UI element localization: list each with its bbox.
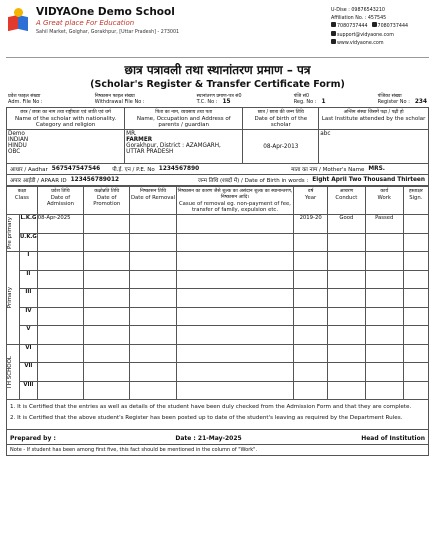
- acad-cell: Passed: [365, 215, 403, 234]
- acad-col-hi: वर्ष: [307, 189, 314, 194]
- acad-cell: [365, 326, 403, 345]
- acad-cell: [37, 363, 83, 382]
- apaar-label: अपार आईडी / APAAR ID: [10, 178, 67, 184]
- col-parent: Name, Occupation and Address of parents / guardian: [136, 116, 231, 128]
- acad-cell: [176, 344, 294, 363]
- col-last-inst-hi: अन्तिम संस्था जिसमें पढ़ा / पढ़ी हो: [343, 110, 404, 115]
- note-2: 2. It is Certified that the above student's Register has been posted up to date of the student's leaving as required by the Department Rules.: [10, 414, 403, 421]
- acad-row: [7, 326, 429, 345]
- acad-cell: VI: [20, 344, 38, 363]
- mother-name: MRS.: [368, 166, 385, 172]
- withdrawal-file-label-hi: निष्कासन फाइल संख्या: [94, 94, 135, 99]
- acad-cell: [84, 252, 130, 271]
- acad-cell: [403, 252, 428, 271]
- register-number: 234: [414, 99, 427, 105]
- acad-col-en: Sign.: [409, 195, 423, 201]
- acad-col-hi: कार्य: [380, 189, 389, 194]
- acad-cell: [84, 233, 130, 252]
- acad-row: [7, 252, 429, 271]
- class-group-label: I H SCHOOL: [7, 355, 13, 388]
- col-name: Name of the scholar with nationality. Category and religion: [15, 116, 117, 128]
- acad-cell: [365, 289, 403, 308]
- acad-cell: [294, 381, 328, 400]
- parent-address-1: Gorakhpur, District : AZAMGARH,: [126, 143, 221, 149]
- pen-label: पी.ई. एन / P.E. No: [112, 167, 155, 173]
- acad-row: [7, 363, 429, 382]
- acad-cell: [176, 307, 294, 326]
- acad-cell: [403, 233, 428, 252]
- class-group: [7, 252, 20, 345]
- acad-cell: [84, 270, 130, 289]
- last-institute: abc: [319, 130, 429, 164]
- acad-cell: [327, 344, 365, 363]
- acad-cell: [327, 252, 365, 271]
- globe-icon: [331, 39, 336, 44]
- head-of-institution: Head of Institution: [361, 435, 425, 442]
- col-name-hi: छात्र / छात्रा का नाम तथा राष्ट्रीयता एवं जाति एवं धर्म: [20, 110, 111, 115]
- affiliation-number: Affiliation No. : 457545: [331, 15, 387, 21]
- school-header: [6, 4, 429, 58]
- reg-label-hi: पंजि सं0: [293, 94, 310, 99]
- acad-cell: [403, 344, 428, 363]
- acad-col-en: Year: [305, 195, 317, 201]
- acad-cell: [130, 381, 176, 400]
- acad-cell: I: [20, 252, 38, 271]
- acad-col-6: [327, 187, 365, 215]
- school-address: Sahil Market, Golghar, Gorakhpur, [Uttar Pradesh] - 273001: [36, 30, 180, 35]
- acad-cell: [84, 289, 130, 308]
- dob-words: Eight April Two Thousand Thirteen: [312, 177, 425, 183]
- acad-cell: [365, 252, 403, 271]
- acad-cell: [294, 363, 328, 382]
- acad-cell: [130, 289, 176, 308]
- signature-row: [6, 430, 429, 445]
- acad-row: [7, 307, 429, 326]
- acad-cell: [84, 344, 130, 363]
- acad-cell: [403, 363, 428, 382]
- parent-address-2: UTTAR PRADESH: [126, 149, 174, 155]
- acad-col-4: [176, 187, 294, 215]
- acad-cell: [37, 252, 83, 271]
- acad-cell: [84, 326, 130, 345]
- acad-cell: [176, 215, 294, 234]
- acad-cell: [294, 252, 328, 271]
- col-dob-hi: छात्र / छात्रा की जन्म तिथि: [257, 110, 304, 115]
- acad-cell: [37, 307, 83, 326]
- acad-cell: [176, 289, 294, 308]
- acad-cell: [365, 363, 403, 382]
- website: www.vidyaone.com: [337, 41, 384, 46]
- acad-cell: [176, 326, 294, 345]
- acad-row: [7, 215, 429, 234]
- id-row-1: [6, 164, 429, 175]
- adm-file-label: Adm. File No :: [8, 99, 43, 105]
- acad-cell: [327, 326, 365, 345]
- class-group: [7, 344, 20, 400]
- acad-cell: [403, 289, 428, 308]
- pen-number: 1234567890: [158, 166, 200, 172]
- acad-col-2: [84, 187, 130, 215]
- student-info-table: [6, 107, 429, 164]
- class-group-label: Primary: [7, 287, 13, 309]
- id-row-2: [6, 175, 429, 186]
- email-icon: [331, 31, 336, 36]
- col-parent-hi: पिता का नाम, व्यवसाय तथा पता: [155, 110, 213, 115]
- acad-cell: [176, 363, 294, 382]
- parent-name: MR.: [126, 131, 137, 137]
- class-group-label: Pre primary: [7, 216, 13, 250]
- adm-file-label-hi: प्रवेश फाइल संख्या: [8, 94, 41, 99]
- acad-cell: [294, 344, 328, 363]
- acad-cell: [37, 270, 83, 289]
- phone-1: 7080737444: [337, 24, 368, 29]
- footer-note: Note - If student has been among first five, this fact should be mentioned in the column of "Work".: [6, 445, 429, 456]
- issue-date: Date : 21-May-2025: [175, 435, 242, 442]
- acad-cell: [176, 233, 294, 252]
- acad-col-7: [365, 187, 403, 215]
- tc-number: 15: [222, 99, 231, 105]
- academic-record-table: [6, 186, 429, 400]
- certification-notes: [6, 400, 429, 430]
- acad-col-hi: निष्कासन का कारण जैसे शुल्क का असंदान शुल्क का स्थानान्तरण, निष्कासन आदि।: [177, 189, 293, 200]
- tc-label-hi: स्थानांतरण प्रमाण-पत्र सं0: [196, 94, 242, 99]
- religion: HINDU: [8, 143, 27, 149]
- title-hindi: छात्र पत्रावली तथा स्थानांतरण प्रमाण – पत्र: [124, 63, 311, 77]
- acad-cell: [327, 381, 365, 400]
- file-info-strip: [6, 93, 429, 105]
- acad-cell: [37, 289, 83, 308]
- acad-col-en: Class: [14, 195, 29, 201]
- dob-words-label: जन्म तिथि (शब्दों में) / Date of Birth in words :: [197, 178, 309, 184]
- class-group: [7, 215, 20, 252]
- acad-cell: [327, 363, 365, 382]
- acad-cell: IV: [20, 307, 38, 326]
- acad-cell: [176, 270, 294, 289]
- acad-cell: [130, 215, 176, 234]
- acad-col-8: [403, 187, 428, 215]
- acad-cell: [130, 252, 176, 271]
- acad-cell: [365, 233, 403, 252]
- phone-icon: [372, 22, 377, 27]
- acad-cell: [37, 381, 83, 400]
- phone-icon: [331, 22, 336, 27]
- reg-label: Reg. No :: [293, 99, 317, 105]
- acad-col-hi: कक्षोन्नति तिथि: [94, 189, 120, 194]
- school-tagline: A Great place For Education: [36, 19, 135, 27]
- school-contact: [331, 4, 429, 48]
- acad-cell: [37, 326, 83, 345]
- acad-cell: [403, 270, 428, 289]
- acad-cell: [327, 307, 365, 326]
- acad-cell: [403, 307, 428, 326]
- note-1: 1. It is Certified that the entries as well as details of the student have been duly checked from the Admission Form and that they are complete.: [10, 404, 412, 410]
- acad-cell: [130, 363, 176, 382]
- acad-cell: V: [20, 326, 38, 345]
- acad-row: [7, 270, 429, 289]
- school-name: VIDYAOne Demo School: [36, 6, 175, 18]
- acad-cell: [37, 233, 83, 252]
- acad-cell: VII: [20, 363, 38, 382]
- mother-name-label: माता का नाम / Mother's Name: [291, 167, 365, 173]
- acad-col-5: [294, 187, 328, 215]
- acad-cell: [176, 381, 294, 400]
- reg-number: 1: [321, 99, 326, 105]
- acad-col-en: Casue of removal eg. non-payment of fee, transfer of family, expulsion etc.: [178, 201, 291, 213]
- acad-row: [7, 381, 429, 400]
- parent-details: [125, 130, 243, 164]
- acad-col-hi: हस्ताक्षर: [408, 189, 423, 194]
- acad-cell: [294, 233, 328, 252]
- acad-cell: [84, 381, 130, 400]
- email: support@vidyaone.com: [337, 32, 394, 38]
- category: OBC: [8, 149, 21, 155]
- register-label-hi: पंजिका संख्या: [377, 94, 402, 99]
- tc-label: T.C. No :: [196, 99, 218, 105]
- register-label: Register No :: [377, 99, 410, 105]
- acad-cell: [130, 233, 176, 252]
- acad-col-1: [37, 187, 83, 215]
- student-name: Demo: [8, 131, 25, 137]
- acad-cell: [130, 307, 176, 326]
- udise-number: U-Dise : 09876543210: [331, 8, 385, 13]
- acad-cell: [84, 215, 130, 234]
- acad-col-en: Work: [377, 195, 391, 201]
- col-last-inst: Last Institute attended by the scholar: [321, 116, 426, 122]
- acad-col-3: [130, 187, 176, 215]
- acad-col-en: Date of Removal: [130, 195, 176, 201]
- acad-cell: [365, 344, 403, 363]
- acad-col-hi: कक्षा: [17, 189, 27, 194]
- acad-cell: 08-Apr-2025: [37, 215, 83, 234]
- acad-cell: [130, 326, 176, 345]
- acad-cell: [294, 270, 328, 289]
- acad-cell: [294, 307, 328, 326]
- acad-col-en: Conduct: [335, 195, 358, 201]
- acad-cell: [365, 270, 403, 289]
- acad-cell: [294, 326, 328, 345]
- acad-cell: [84, 363, 130, 382]
- acad-col-0: [7, 187, 38, 215]
- title-english: (Scholar's Register & Transfer Certificate Form): [90, 79, 345, 90]
- acad-cell: [403, 381, 428, 400]
- acad-col-hi: आचरण: [339, 189, 354, 194]
- acad-col-hi: निष्कासन तिथि: [139, 189, 167, 194]
- acad-row: [7, 289, 429, 308]
- col-dob: Date of birth of the scholar: [254, 116, 308, 128]
- apaar-id: 123456789012: [70, 177, 120, 183]
- acad-cell: [294, 289, 328, 308]
- aadhar-label: आधार / Aadhar: [10, 167, 48, 173]
- acad-cell: [327, 270, 365, 289]
- acad-cell: 2019-20: [294, 215, 328, 234]
- acad-cell: VIII: [20, 381, 38, 400]
- acad-cell: [130, 344, 176, 363]
- date-of-birth: 08-Apr-2013: [243, 130, 319, 164]
- acad-cell: [365, 307, 403, 326]
- acad-cell: [84, 307, 130, 326]
- prepared-by: Prepared by :: [10, 435, 56, 442]
- acad-cell: [37, 344, 83, 363]
- withdrawal-file-label: Withdrawal File No :: [94, 99, 145, 105]
- acad-cell: [130, 270, 176, 289]
- aadhar-number: 567547547546: [51, 166, 101, 172]
- nationality: INDIAN: [8, 137, 29, 143]
- acad-cell: [365, 381, 403, 400]
- acad-row: [7, 233, 429, 252]
- acad-row: [7, 344, 429, 363]
- acad-cell: [403, 326, 428, 345]
- acad-cell: [327, 289, 365, 308]
- acad-cell: III: [20, 289, 38, 308]
- acad-cell: [403, 215, 428, 234]
- school-logo-icon: [6, 7, 32, 33]
- acad-cell: [176, 252, 294, 271]
- acad-cell: L.K.G: [20, 215, 38, 234]
- acad-col-hi: प्रवेश तिथि: [51, 189, 70, 194]
- student-details: [7, 130, 125, 164]
- acad-cell: [327, 233, 365, 252]
- acad-cell: U.K.G: [20, 233, 38, 252]
- acad-col-en: Date of Promotion: [93, 195, 121, 207]
- parent-occupation: FARMER: [126, 137, 153, 143]
- acad-cell: Good: [327, 215, 365, 234]
- acad-col-en: Date of Admission: [46, 195, 74, 207]
- acad-cell: II: [20, 270, 38, 289]
- phone-2: 7080737444: [377, 24, 409, 29]
